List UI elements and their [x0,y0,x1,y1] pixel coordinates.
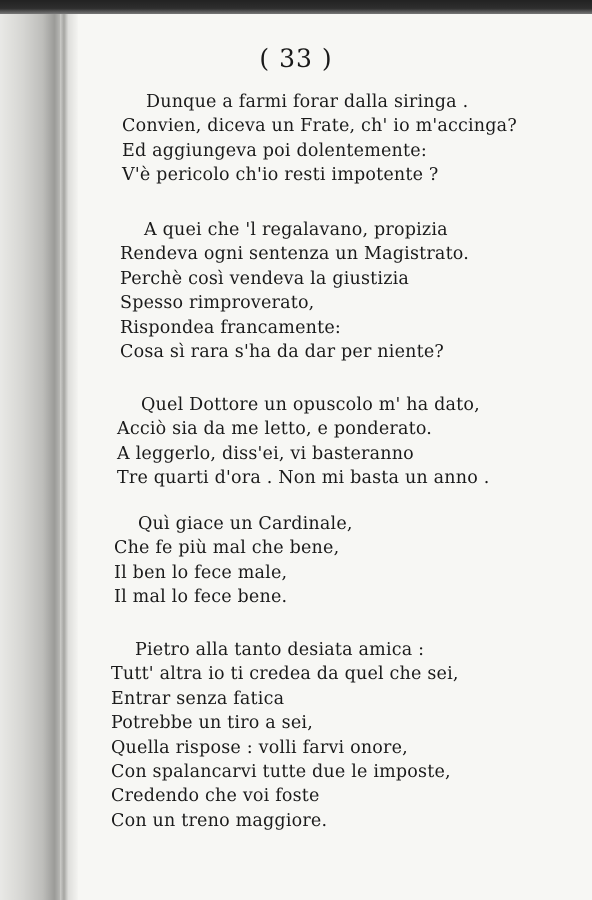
verse-line: Perchè così vendeva la giustizia [120,268,410,289]
stanza-5 [111,638,459,833]
verse-line: Rispondea francamente: [120,317,342,338]
verse-line: Spesso rimproverato, [120,293,315,314]
verse-line: Pietro alla tanto desiata amica : [135,640,425,660]
verse-line: Il mal lo fece bene. [114,587,288,608]
verse-line: Rendeva ogni sentenza un Magistrato. [120,244,469,265]
stanza-1 [122,90,517,188]
stanza-4 [114,512,353,610]
verse-line: Potrebbe un tiro a sei, [111,713,313,734]
verse-line: Quel Dottore un opuscolo m' ha dato, [141,395,480,415]
verse-line: Quella rispose : volli farvi onore, [111,737,408,758]
verse-line: Con un treno maggiore. [111,810,328,831]
verse-line: Entrar senza fatica [111,688,285,709]
verse-line: A leggerlo, diss'ei, vi basteranno [117,443,414,464]
verse-line: Acciò sia da me letto, e ponderato. [117,419,433,440]
page-number: ( 33 ) [259,44,333,73]
verse-line: Quì giace un Cardinale, [138,514,353,534]
verse-line: Il ben lo fece male, [114,562,288,583]
verse-line: Ed aggiungeva poi dolentemente: [122,140,427,161]
stanza-2 [120,218,469,364]
verse-line: Con spalancarvi tutte due le imposte, [111,762,451,783]
verse-line: Dunque a farmi forar dalla siringa . [146,92,469,112]
verse-line: Che fe più mal che bene, [114,538,340,559]
stanza-3 [117,393,489,491]
verse-line: Tre quarti d'ora . Non mi basta un anno . [117,468,490,489]
verse-line: Credendo che voi foste [111,786,320,807]
verse-line: A quei che 'l regalavano, propizia [144,220,448,240]
verse-line: Convien, diceva un Frate, ch' io m'accinga? [122,116,517,137]
page-top-edge [0,0,592,14]
verse-line: V'è pericolo ch'io resti impotente ? [122,165,439,186]
verse-line: Tutt' altra io ti credea da quel che sei, [111,664,459,685]
gutter-shadow [60,14,68,900]
verse-line: Cosa sì rara s'ha da dar per niente? [120,342,444,363]
